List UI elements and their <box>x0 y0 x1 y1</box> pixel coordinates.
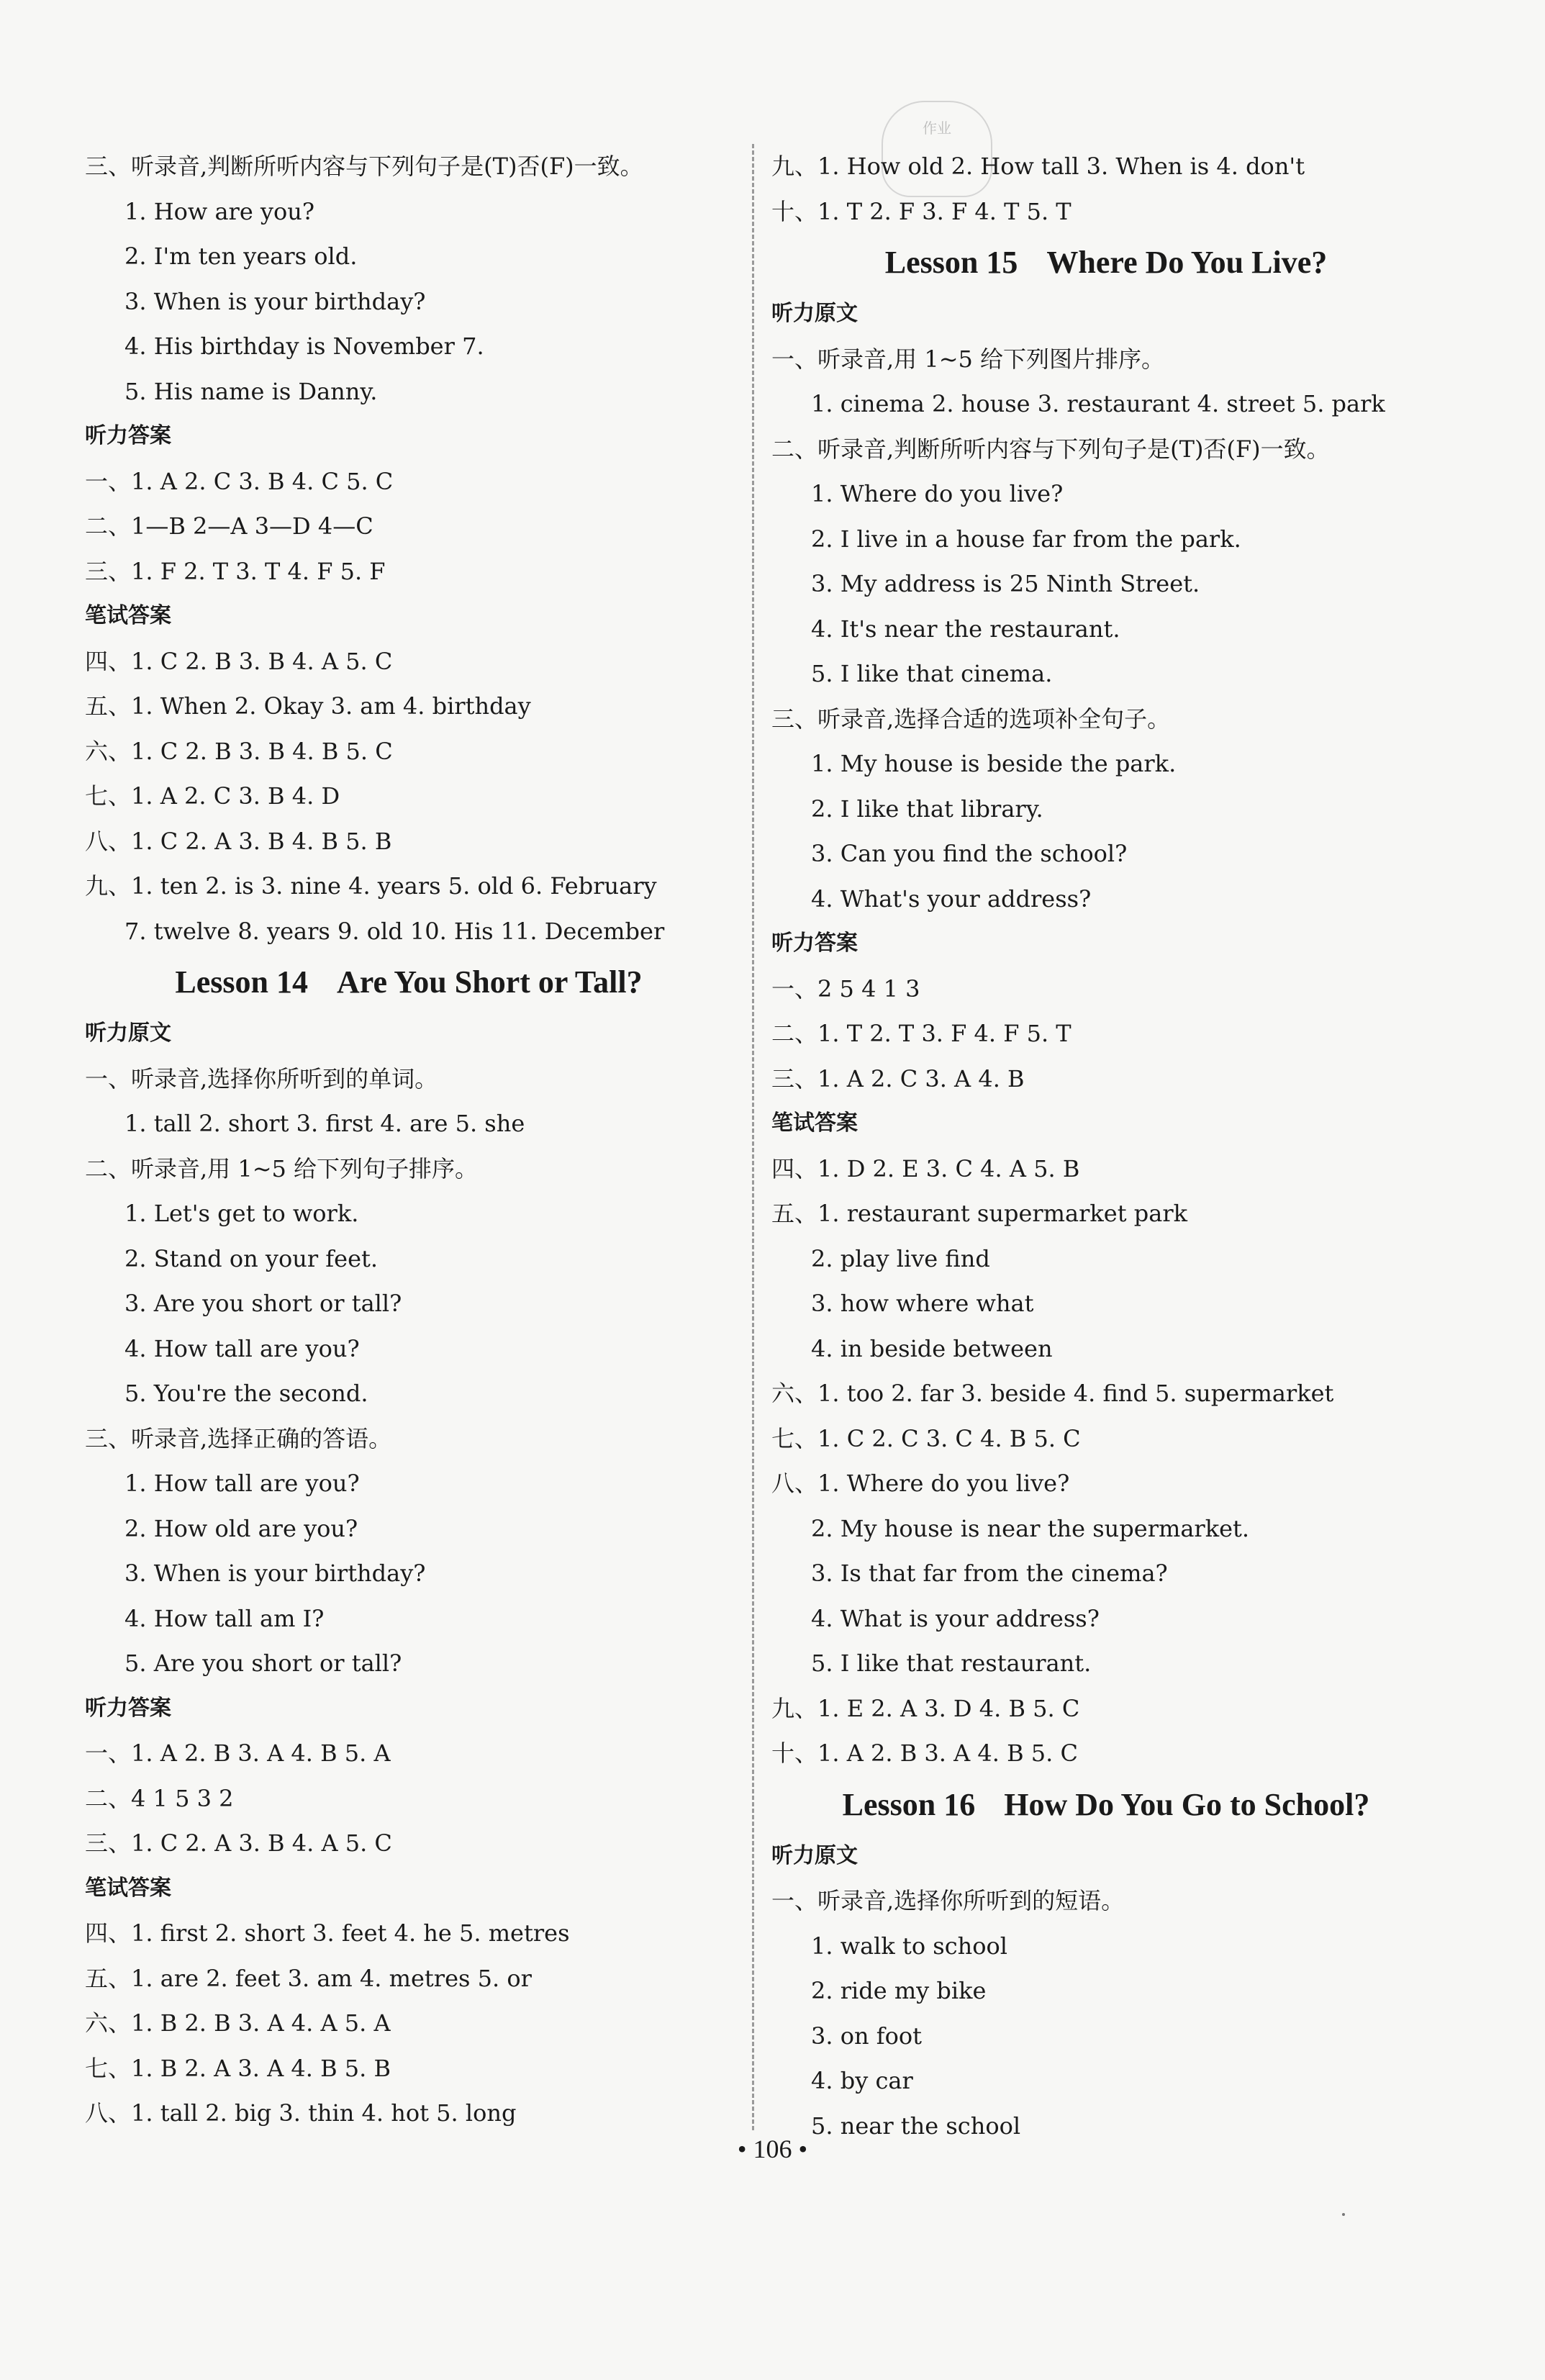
list-item: 2. I'm ten years old. <box>124 243 358 270</box>
answer-line: 五、1. restaurant supermarket park <box>771 1200 1188 1227</box>
list-item: 2. How old are you? <box>124 1514 358 1542</box>
answer-line: 二、听录音,用 1~5 给下列句子排序。 <box>85 1154 479 1182</box>
list-item: 3. Is that far from the cinema? <box>811 1560 1168 1587</box>
answer-line: 三、听录音,选择合适的选项补全句子。 <box>771 705 1171 733</box>
list-item: 2. I like that library. <box>811 795 1043 823</box>
answer-line: 三、1. C 2. A 3. B 4. A 5. C <box>85 1829 392 1857</box>
list-item: 5. Are you short or tall? <box>124 1650 402 1677</box>
lesson-heading-text: How Do You Go to School? <box>1004 1786 1370 1822</box>
list-item: 4. His birthday is November 7. <box>124 332 484 360</box>
section-heading: 听力原文 <box>771 1842 858 1868</box>
list-item: 5. I like that restaurant. <box>811 1650 1092 1677</box>
answer-line: 一、1. A 2. B 3. A 4. B 5. A <box>85 1739 391 1767</box>
answer-line: 二、4 1 5 3 2 <box>85 1784 234 1812</box>
answer-line: 四、1. D 2. E 3. C 4. A 5. B <box>771 1154 1080 1182</box>
section-heading: 笔试答案 <box>85 603 171 628</box>
list-item: 1. My house is beside the park. <box>811 750 1177 777</box>
answer-line: 三、听录音,判断所听内容与下列句子是(T)否(F)一致。 <box>85 153 643 180</box>
list-item: 4. How tall am I? <box>124 1604 325 1632</box>
list-item: 1. Let's get to work. <box>124 1200 359 1227</box>
list-item: 5. His name is Danny. <box>124 377 378 405</box>
answer-line: 六、1. too 2. far 3. beside 4. find 5. supermarket <box>771 1380 1334 1407</box>
answer-line: 九、1. ten 2. is 3. nine 4. years 5. old 6. February <box>85 872 657 900</box>
list-item: 1. tall 2. short 3. first 4. are 5. she <box>124 1110 525 1137</box>
section-heading: 听力答案 <box>771 931 858 956</box>
answer-line: 二、听录音,判断所听内容与下列句子是(T)否(F)一致。 <box>771 435 1330 463</box>
list-item: 4. in beside between <box>811 1334 1053 1362</box>
list-item: 4. It's near the restaurant. <box>811 615 1120 643</box>
answer-line: 四、1. C 2. B 3. B 4. A 5. C <box>85 647 393 675</box>
column-divider <box>752 144 754 2130</box>
list-item: 4. What's your address? <box>811 884 1092 913</box>
answer-line: 十、1. A 2. B 3. A 4. B 5. C <box>771 1739 1078 1767</box>
section-heading: 听力原文 <box>771 301 858 326</box>
list-item: 4. What is your address? <box>811 1604 1100 1632</box>
list-item: 1. cinema 2. house 3. restaurant 4. street 5. park <box>811 390 1385 417</box>
list-item: 3. Can you find the school? <box>811 840 1128 867</box>
lesson-heading-text: Are You Short or Tall? <box>336 964 643 1000</box>
lesson-number: Lesson 15 <box>884 245 1018 280</box>
list-item: 7. twelve 8. years 9. old 10. His 11. December <box>124 917 665 945</box>
answer-line: 三、听录音,选择正确的答语。 <box>85 1424 392 1452</box>
list-item: 1. How tall are you? <box>124 1470 360 1497</box>
section-heading: 听力答案 <box>85 423 171 448</box>
lesson-heading-text: Where Do You Live? <box>1046 245 1328 280</box>
answer-line: 七、1. A 2. C 3. B 4. D <box>85 782 340 810</box>
list-item: 3. Are you short or tall? <box>124 1290 402 1317</box>
lesson-title <box>85 954 733 1011</box>
lesson-number: Lesson 16 <box>842 1786 976 1822</box>
section-heading: 听力答案 <box>85 1695 171 1721</box>
list-item: 2. I live in a house far from the park. <box>811 525 1241 553</box>
list-item: 3. When is your birthday? <box>124 1560 426 1587</box>
list-item: 3. My address is 25 Ninth Street. <box>811 570 1200 597</box>
list-item: 3. When is your birthday? <box>124 287 426 315</box>
page-number: • 106 • <box>737 2135 808 2163</box>
lesson-number: Lesson 14 <box>175 964 308 1000</box>
stamp-label: 作业 <box>923 119 951 137</box>
answer-line: 九、1. How old 2. How tall 3. When is 4. don't <box>771 153 1305 180</box>
section-heading: 笔试答案 <box>771 1110 858 1136</box>
answer-line: 一、2 5 4 1 3 <box>771 974 920 1003</box>
answer-line: 五、1. When 2. Okay 3. am 4. birthday <box>85 692 531 720</box>
list-item: 4. by car <box>811 2067 913 2094</box>
list-item: 1. walk to school <box>811 1932 1007 1960</box>
answer-line: 五、1. are 2. feet 3. am 4. metres 5. or <box>85 1964 532 1992</box>
list-item: 3. how where what <box>811 1290 1034 1317</box>
answer-line: 十、1. T 2. F 3. F 4. T 5. T <box>771 197 1071 225</box>
scan-speck <box>1342 2213 1345 2216</box>
answer-line: 九、1. E 2. A 3. D 4. B 5. C <box>771 1694 1080 1722</box>
list-item: 4. How tall are you? <box>124 1334 360 1362</box>
list-item: 2. ride my bike <box>811 1977 987 2004</box>
answer-line: 二、1—B 2—A 3—D 4—C <box>85 512 373 540</box>
list-item: 1. Where do you live? <box>811 480 1064 507</box>
lesson-title <box>771 234 1441 291</box>
answer-line: 二、1. T 2. T 3. F 4. F 5. T <box>771 1020 1071 1047</box>
answer-line: 一、听录音,选择你所听到的单词。 <box>85 1064 438 1092</box>
list-item: 5. I like that cinema. <box>811 660 1053 687</box>
right-column <box>771 144 1441 2148</box>
answer-line: 一、听录音,用 1~5 给下列图片排序。 <box>771 345 1165 373</box>
answer-line: 三、1. F 2. T 3. T 4. F 5. F <box>85 557 386 585</box>
answer-line: 七、1. B 2. A 3. A 4. B 5. B <box>85 2054 391 2082</box>
answer-line: 七、1. C 2. C 3. C 4. B 5. C <box>771 1424 1081 1452</box>
answer-line: 八、1. tall 2. big 3. thin 4. hot 5. long <box>85 2099 517 2127</box>
answer-line: 一、1. A 2. C 3. B 4. C 5. C <box>85 467 394 495</box>
lesson-title <box>771 1776 1441 1834</box>
list-item: 1. How are you? <box>124 197 315 225</box>
list-item: 3. on foot <box>811 2022 922 2050</box>
section-heading: 听力原文 <box>85 1021 171 1046</box>
answer-line: 四、1. first 2. short 3. feet 4. he 5. metres <box>85 1919 570 1947</box>
left-column <box>85 144 733 2136</box>
list-item: 5. near the school <box>811 2112 1021 2140</box>
answer-line: 六、1. B 2. B 3. A 4. A 5. A <box>85 2009 391 2037</box>
list-item: 2. My house is near the supermarket. <box>811 1514 1250 1542</box>
answer-line: 八、1. Where do you live? <box>771 1470 1070 1497</box>
answer-line: 一、听录音,选择你所听到的短语。 <box>771 1887 1125 1914</box>
list-item: 2. Stand on your feet. <box>124 1244 379 1272</box>
list-item: 5. You're the second. <box>124 1380 368 1407</box>
answer-line: 六、1. C 2. B 3. B 4. B 5. C <box>85 737 393 765</box>
answer-line: 三、1. A 2. C 3. A 4. B <box>771 1064 1025 1092</box>
answer-line: 八、1. C 2. A 3. B 4. B 5. B <box>85 827 392 855</box>
section-heading: 笔试答案 <box>85 1875 171 1901</box>
list-item: 2. play live find <box>811 1244 990 1272</box>
